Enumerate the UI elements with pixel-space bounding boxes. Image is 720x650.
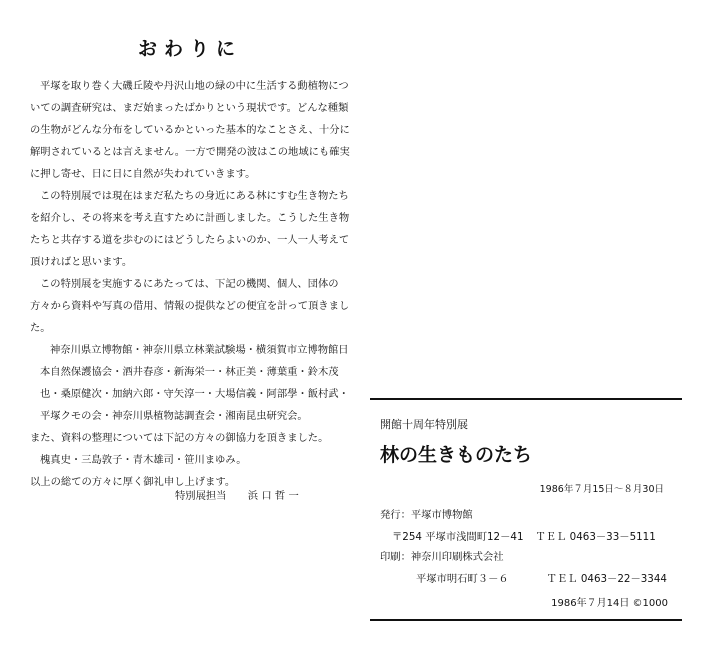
acknowledgment-list bbox=[30, 339, 350, 427]
signature-name: 浜 口 哲 一 bbox=[247, 490, 299, 502]
printer-address-line bbox=[416, 570, 667, 585]
data-help-names: 槐真史・三島敦子・青木雄司・笹川まゆみ。 bbox=[40, 454, 247, 466]
signature-role: 特別展担当 bbox=[175, 490, 227, 502]
exhibition-period: 1986年７月15日～８月30日 bbox=[539, 484, 664, 495]
publisher-address-line bbox=[392, 528, 656, 543]
publisher: 発行：平塚市博物館 bbox=[380, 509, 473, 521]
publisher-address: 〒254 平塚市浅間町12－41 bbox=[392, 531, 524, 543]
colophon-top-rule bbox=[370, 398, 682, 400]
afterword-section bbox=[30, 34, 350, 493]
price: ©1000 bbox=[632, 598, 668, 609]
paragraph-purpose: この特別展では現在はまだ私たちの身近にある林にすむ生き物たちを紹介し、その将来を考え直すために計画しました。こうした生き物たちと共存する道を歩むのにはどうしたらよいのか、一人一人考えて頂ければと思います。 bbox=[30, 190, 350, 268]
issue-line bbox=[551, 594, 668, 609]
afterword-title: おわりに bbox=[137, 38, 242, 60]
data-help-intro: また、資料の整理については下記の方々の御協力を頂きました。 bbox=[30, 432, 329, 444]
paragraph-thanks: この特別展を実施するにあたっては、下記の機関、個人、団体の方々から資料や写真の借用、情報の提供などの便宜を計って頂きました。 bbox=[30, 278, 350, 334]
book-title: 林の生きものたち bbox=[380, 444, 533, 466]
paragraph-intro: 平塚を取り巻く大磯丘陵や丹沢山地の緑の中に生活する動植物についての調査研究は、まだ始まったばかりという現状です。どんな種類の生物がどんな分布をしているかといった基本的なことさえ、十分に解明されているとは言えません。一方で開発の波はこの地域にも確実に押し寄せ、日に日に自然が失われていきます。 bbox=[30, 80, 350, 180]
exhibition-series: 開館十周年特別展 bbox=[380, 418, 468, 431]
issue-date: 1986年７月14日 bbox=[551, 598, 630, 609]
printer-tel: ＴＥＬ 0463－22－3344 bbox=[546, 573, 667, 585]
colophon-bottom-rule bbox=[370, 619, 682, 621]
closing-line: 以上の総ての方々に厚く御礼申し上げます。 bbox=[30, 476, 236, 488]
colophon-box bbox=[370, 398, 682, 622]
printer: 印刷：神奈川印刷株式会社 bbox=[380, 551, 504, 563]
acknowledgment-organizations: 神奈川県立博物館・神奈川県立林業試験場・横須賀市立博物館日本自然保護協会・酒井春彦・新海栄一・林正美・薄葉重・鈴木茂也・桑原健次・加納六郎・守矢淳一・大場信義・阿部學・飯村武・平塚クモの会・神奈川県植物誌調査会・湘南昆虫研究会。 bbox=[40, 344, 349, 422]
publisher-tel: ＴＥＬ 0463－33－5111 bbox=[535, 531, 656, 543]
signature bbox=[175, 487, 299, 502]
printer-address: 平塚市明石町３－６ bbox=[416, 573, 509, 585]
